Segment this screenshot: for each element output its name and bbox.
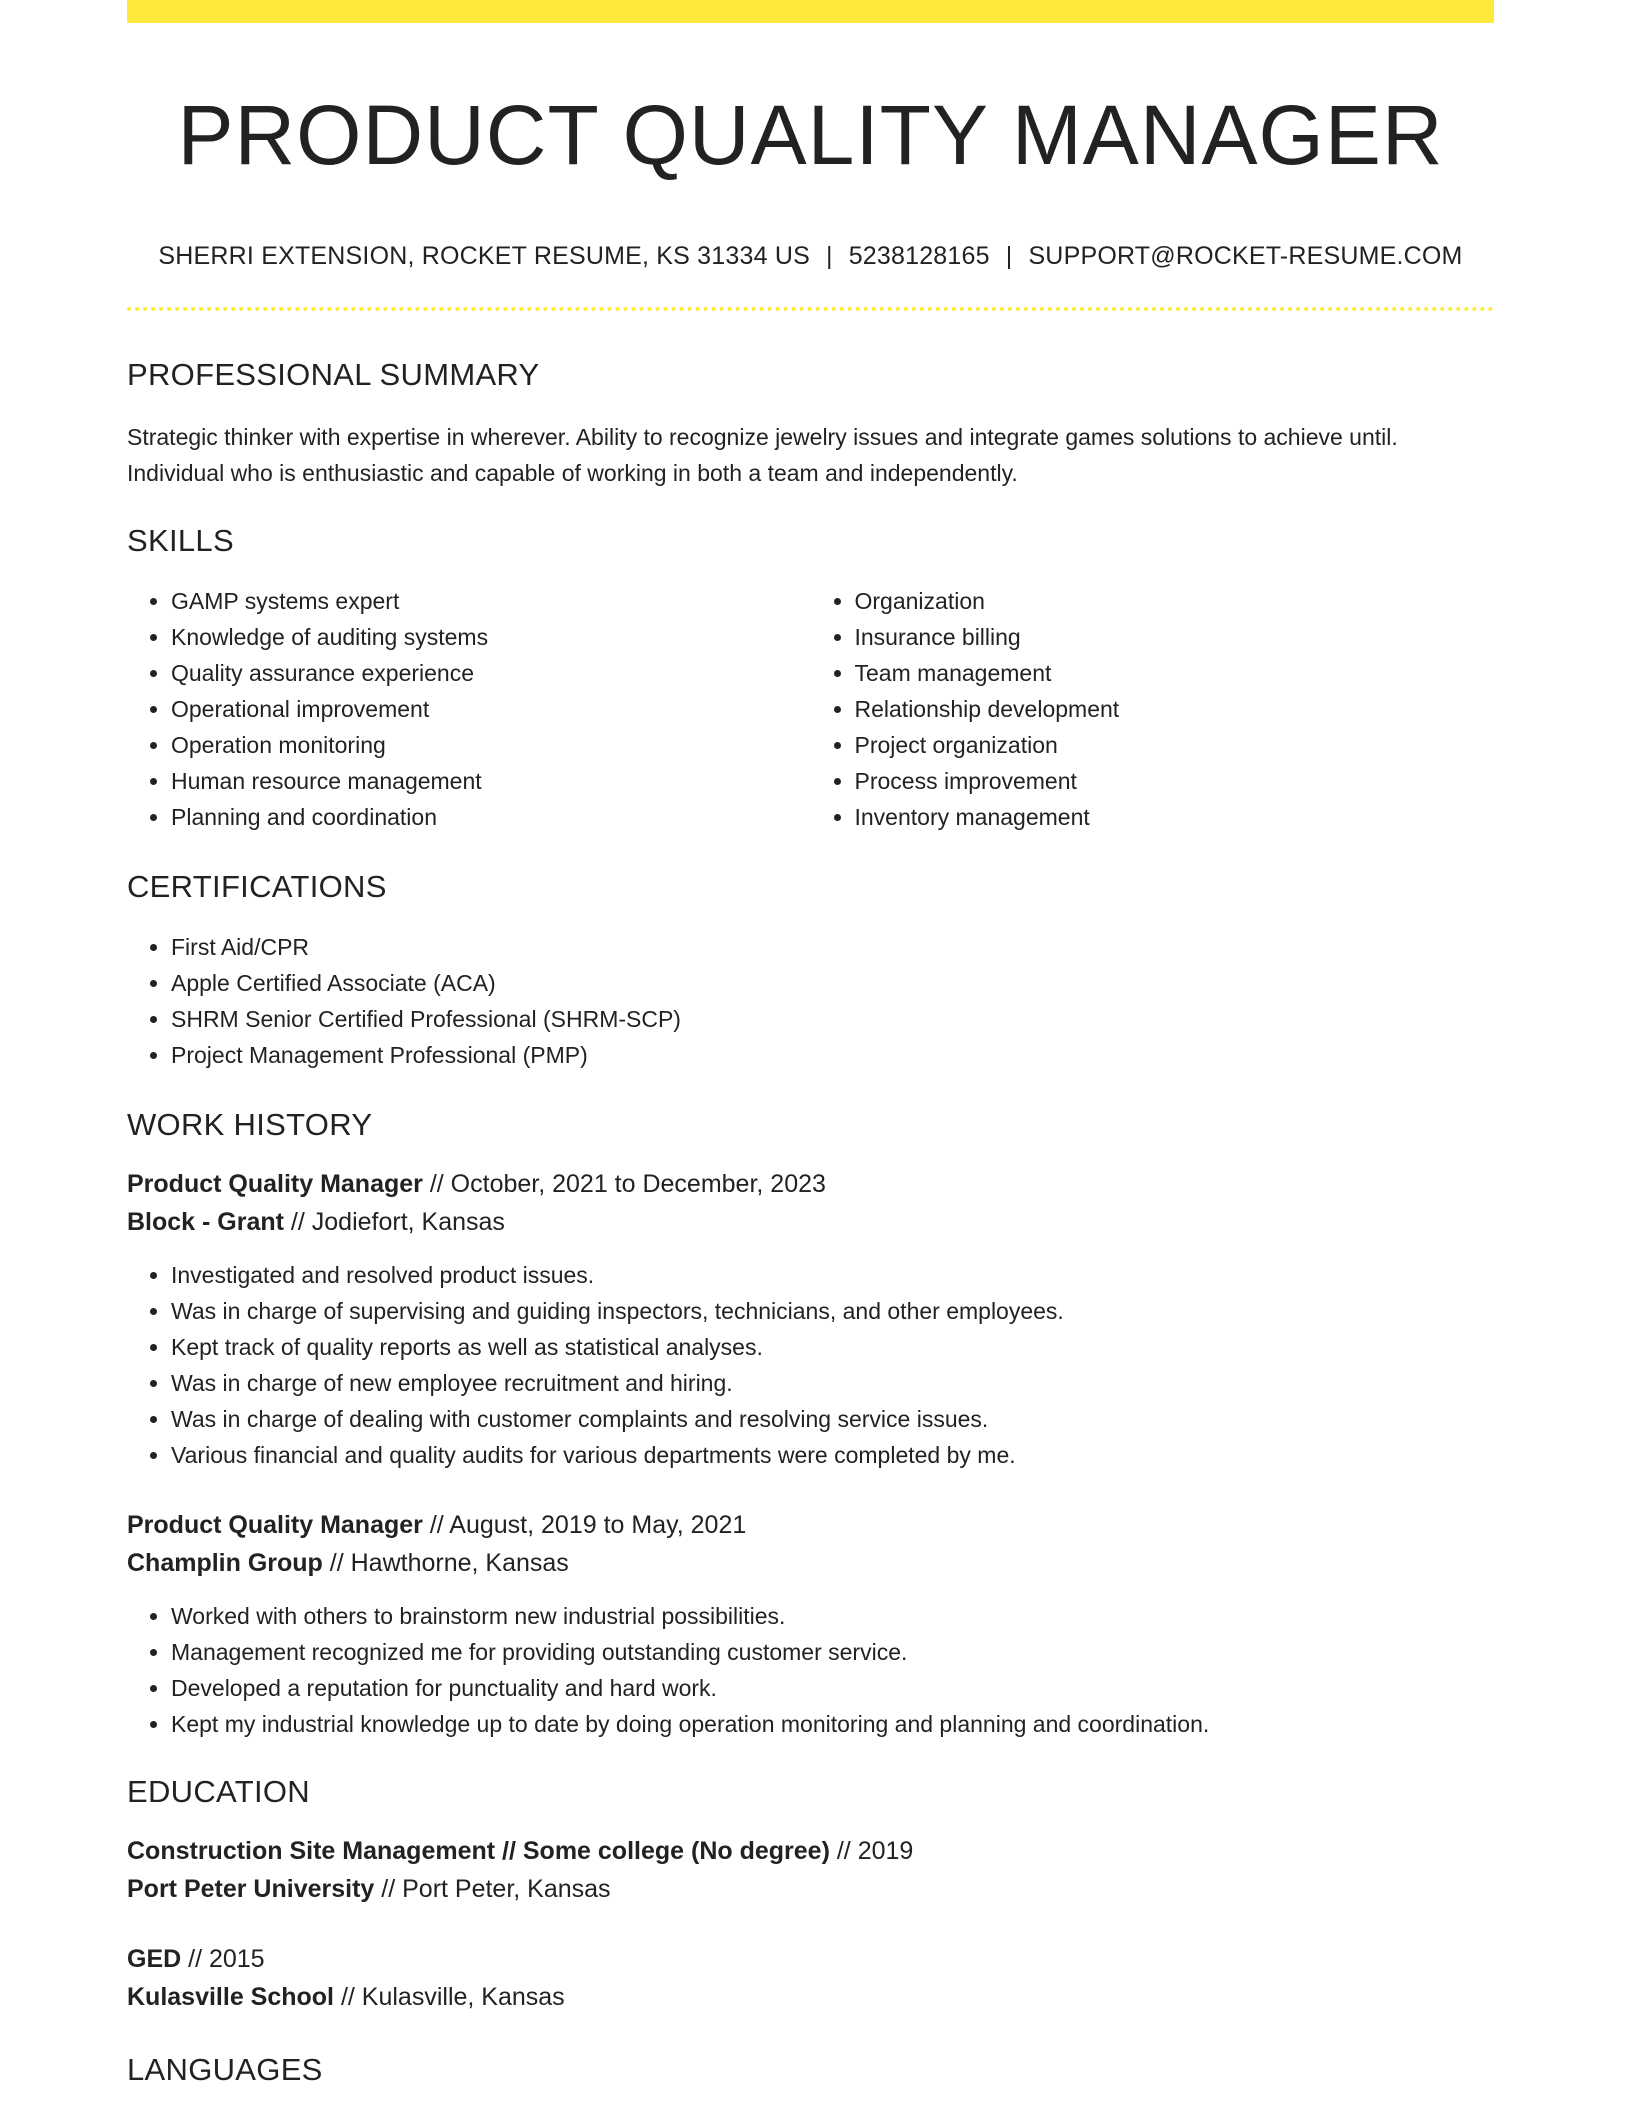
job-bullet: • Kept track of quality reports as well as statistical analyses. <box>171 1329 1494 1365</box>
job-bullets <box>127 1257 1494 1473</box>
languages-section <box>127 2052 1494 2088</box>
education-degree: GED <box>127 1944 182 1973</box>
job-location: // Hawthorne, Kansas <box>322 1548 569 1577</box>
contact-address: SHERRI EXTENSION, ROCKET RESUME, KS 31334 US <box>158 241 810 270</box>
job-bullet: • Worked with others to brainstorm new industrial possibilities. <box>171 1598 1494 1634</box>
skill-item: • Quality assurance experience <box>171 655 811 691</box>
skill-item: • Operation monitoring <box>171 727 811 763</box>
job-bullet: • Was in charge of dealing with customer complaints and resolving service issues. <box>171 1401 1494 1437</box>
education-year: // 2015 <box>181 1944 265 1973</box>
skill-item: • Human resource management <box>171 763 811 799</box>
education-entry <box>127 1940 1494 2016</box>
contact-email[interactable]: SUPPORT@ROCKET-RESUME.COM <box>1028 241 1463 270</box>
section-title-work-history: WORK HISTORY <box>127 1106 373 1142</box>
job-role-line <box>127 1506 1494 1544</box>
education-school: Port Peter University <box>127 1874 375 1903</box>
summary-section <box>127 357 1494 491</box>
job-entry <box>127 1165 1494 1473</box>
job-entry <box>127 1506 1494 1742</box>
skill-item: • Project organization <box>855 727 1495 763</box>
skill-item: • Relationship development <box>855 691 1495 727</box>
top-accent-bar <box>127 0 1494 23</box>
job-dates: // October, 2021 to December, 2023 <box>422 1169 826 1198</box>
education-year: // 2019 <box>829 1836 914 1865</box>
education-school: Kulasville School <box>127 1982 335 2011</box>
job-bullet: • Investigated and resolved product issues. <box>171 1257 1494 1293</box>
education-school-line <box>127 1978 1494 2016</box>
job-bullet: • Developed a reputation for punctuality and hard work. <box>171 1670 1494 1706</box>
skill-item: • Planning and coordination <box>171 799 811 835</box>
certification-item: • Apple Certified Associate (ACA) <box>171 965 1494 1001</box>
section-title-education: EDUCATION <box>127 1773 310 1809</box>
skills-columns <box>127 583 1494 835</box>
job-role: Product Quality Manager <box>127 1510 423 1539</box>
resume-title: PRODUCT QUALITY MANAGER <box>177 88 1444 182</box>
education-school-line <box>127 1870 1494 1908</box>
education-location: // Kulasville, Kansas <box>334 1982 565 2011</box>
skill-item: • Organization <box>855 583 1495 619</box>
education-location: // Port Peter, Kansas <box>374 1874 611 1903</box>
job-location: // Jodiefort, Kansas <box>283 1207 505 1236</box>
education-degree: Construction Site Management // Some college (No degree) <box>127 1836 830 1865</box>
skills-section <box>127 523 1494 835</box>
skills-list-left <box>127 583 811 835</box>
job-role-line <box>127 1165 1494 1203</box>
summary-text: Strategic thinker with expertise in wherever. Ability to recognize jewelry issues and integrate games solutions to achieve until. Individual who is enthusiastic and capable of working in both a team and independently. <box>127 423 1398 486</box>
job-company-line <box>127 1203 1494 1241</box>
contact-line <box>127 242 1494 271</box>
section-title-languages: LANGUAGES <box>127 2051 323 2087</box>
skill-item: • Operational improvement <box>171 691 811 727</box>
resume-page <box>127 0 1494 2088</box>
skill-item: • GAMP systems expert <box>171 583 811 619</box>
skill-item: • Inventory management <box>855 799 1495 835</box>
certifications-list <box>127 929 1494 1073</box>
job-bullet: • Management recognized me for providing outstanding customer service. <box>171 1634 1494 1670</box>
skill-item: • Process improvement <box>855 763 1495 799</box>
job-company-line <box>127 1544 1494 1582</box>
certification-item: • SHRM Senior Certified Professional (SHRM-SCP) <box>171 1001 1494 1037</box>
certification-item: • Project Management Professional (PMP) <box>171 1037 1494 1073</box>
section-title-skills: SKILLS <box>127 522 234 558</box>
contact-phone[interactable]: 5238128165 <box>848 241 990 270</box>
job-role: Product Quality Manager <box>127 1169 423 1198</box>
contact-separator: | <box>1005 241 1013 270</box>
job-bullet: • Various financial and quality audits for various departments were completed by me. <box>171 1437 1494 1473</box>
skills-list-right <box>811 583 1495 835</box>
education-degree-line <box>127 1940 1494 1978</box>
dotted-divider <box>127 307 1494 311</box>
skill-item: • Team management <box>855 655 1495 691</box>
work-history-section <box>127 1107 1494 1742</box>
skill-item: • Knowledge of auditing systems <box>171 619 811 655</box>
certification-item: • First Aid/CPR <box>171 929 1494 965</box>
section-title-certifications: CERTIFICATIONS <box>127 868 387 904</box>
certifications-section <box>127 869 1494 1073</box>
job-company: Champlin Group <box>127 1548 323 1577</box>
job-company: Block - Grant <box>127 1207 284 1236</box>
skill-item: • Insurance billing <box>855 619 1495 655</box>
job-bullet: • Was in charge of new employee recruitment and hiring. <box>171 1365 1494 1401</box>
contact-separator: | <box>825 241 833 270</box>
job-bullets <box>127 1598 1494 1742</box>
education-section <box>127 1774 1494 2016</box>
job-bullet: • Was in charge of supervising and guiding inspectors, technicians, and other employees. <box>171 1293 1494 1329</box>
section-title-summary: PROFESSIONAL SUMMARY <box>127 356 540 392</box>
education-entry <box>127 1832 1494 1908</box>
education-degree-line <box>127 1832 1494 1870</box>
job-bullet: • Kept my industrial knowledge up to date by doing operation monitoring and planning and coordination. <box>171 1706 1494 1742</box>
job-dates: // August, 2019 to May, 2021 <box>422 1510 747 1539</box>
